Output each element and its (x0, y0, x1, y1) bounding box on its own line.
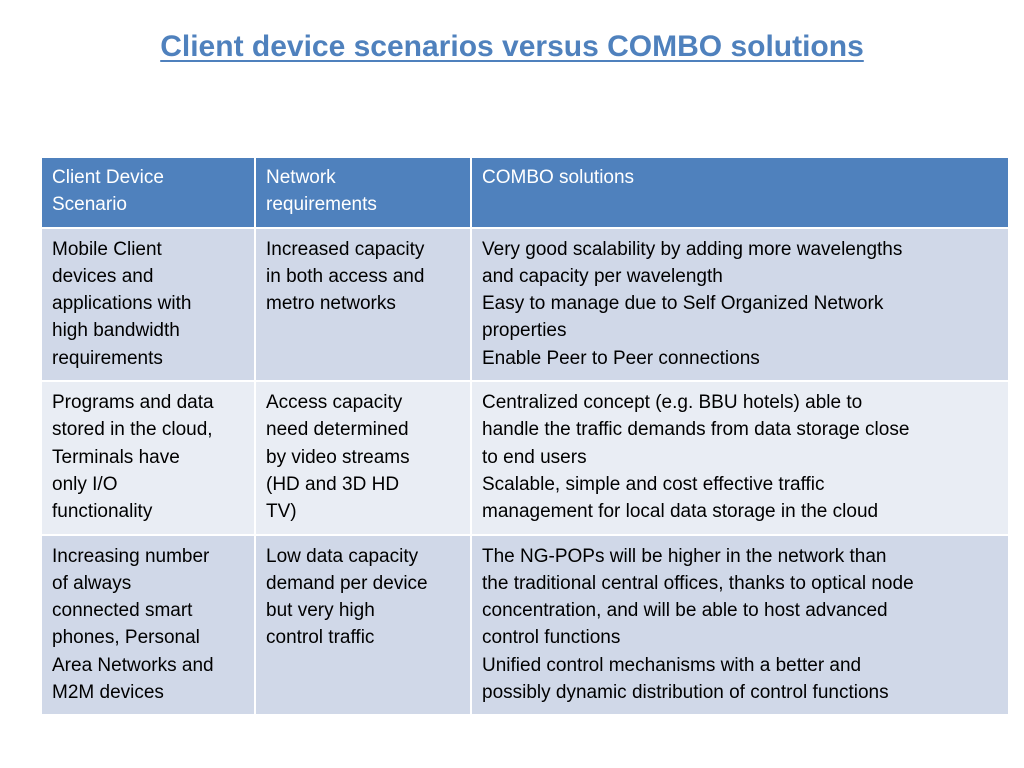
table-row (41, 228, 1009, 381)
table-row (41, 535, 1009, 716)
cell-client-device-scenario: Increasing number of always connected smart phones, Personal Area Networks and M2M devices (41, 535, 255, 716)
comparison-table (40, 156, 1010, 716)
cell-network-requirements: Access capacity need determined by video streams (HD and 3D HD TV) (255, 381, 471, 534)
table-row (41, 381, 1009, 534)
cell-client-device-scenario: Mobile Client devices and applications with high bandwidth requirements (41, 228, 255, 381)
cell-combo-solutions: The NG-POPs will be higher in the network than the traditional central offices, thanks to optical node concentration, and will be able to host advanced control functions Unified control mechanisms with a better and possibly dynamic distribution of control functions (471, 535, 1009, 716)
cell-combo-solutions: Very good scalability by adding more wavelengths and capacity per wavelength Easy to manage due to Self Organized Network properties Enable Peer to Peer connections (471, 228, 1009, 381)
cell-network-requirements: Low data capacity demand per device but very high control traffic (255, 535, 471, 716)
cell-network-requirements: Increased capacity in both access and metro networks (255, 228, 471, 381)
cell-client-device-scenario: Programs and data stored in the cloud, Terminals have only I/O functionality (41, 381, 255, 534)
header-combo-solutions: COMBO solutions (471, 157, 1009, 228)
header-client-device-scenario: Client Device Scenario (41, 157, 255, 228)
cell-combo-solutions: Centralized concept (e.g. BBU hotels) able to handle the traffic demands from data storage close to end users Scalable, simple and cost effective traffic management for local data storage in the cloud (471, 381, 1009, 534)
header-network-requirements: Network requirements (255, 157, 471, 228)
table-header-row (41, 157, 1009, 228)
page-title: Client device scenarios versus COMBO solutions (160, 30, 864, 63)
